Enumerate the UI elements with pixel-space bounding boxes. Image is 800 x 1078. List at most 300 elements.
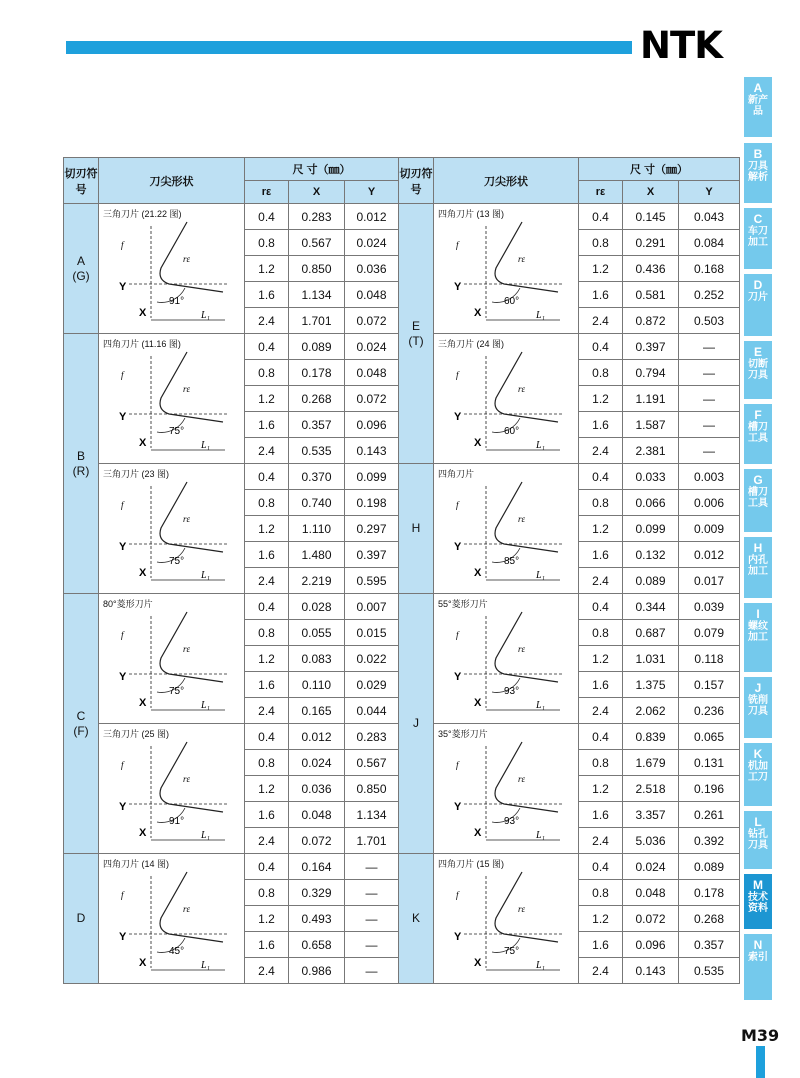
insert-edge [160,742,223,812]
radius-label: rε [518,514,526,524]
dim-x: 0.535 [289,438,345,464]
dim-rc: 0.8 [245,360,289,386]
table-row [64,594,740,620]
dim-y: — [679,360,740,386]
y-label: Y [119,671,127,683]
y-label: Y [119,931,127,943]
tip-shape-figure [99,464,245,594]
tab-letter: I [756,607,760,621]
dim-x: 0.072 [289,828,345,854]
header-shape: 刀尖形状 [434,158,579,204]
dim-y: 0.535 [679,958,740,984]
dim-y: 0.198 [345,490,399,516]
dim-x: 0.036 [289,776,345,802]
insert-edge [160,872,223,942]
dim-y: 0.024 [345,334,399,360]
insert-edge [495,352,558,422]
dim-x: 0.658 [289,932,345,958]
dim-rc: 0.4 [245,204,289,230]
dim-rc: 0.4 [579,724,623,750]
dim-y: 0.357 [679,932,740,958]
dim-rc: 1.2 [579,776,623,802]
header-accent-bar [66,41,632,54]
x-label: X [474,567,482,579]
dim-x: 1.701 [289,308,345,334]
insert-edge [495,612,558,682]
x-label: X [474,307,482,319]
angle-label: 91° [169,296,185,307]
brand-logo: NTK [640,24,722,67]
dim-y: 0.022 [345,646,399,672]
l1-label: L₁ [536,830,546,841]
radius-label: rε [518,254,526,264]
x-label: X [474,437,482,449]
dim-rc: 2.4 [579,568,623,594]
dim-y: 0.089 [679,854,740,880]
l1-label: L₁ [201,440,211,451]
tab-text: 铣削刀具 [748,695,768,717]
dim-y: — [345,958,399,984]
dim-y: — [679,412,740,438]
y-label: Y [454,801,462,813]
sidebar-tab-d[interactable] [744,274,772,336]
dim-x: 0.839 [623,724,679,750]
dim-x: 0.164 [289,854,345,880]
angle-label: 75° [169,426,185,437]
dim-y: 0.043 [679,204,740,230]
y-label: Y [454,281,462,293]
y-label: Y [119,281,127,293]
radius-label: rε [518,774,526,784]
dim-x: 0.145 [623,204,679,230]
table-row [64,204,740,230]
figure-label: 三角刀片 (25 图) [103,729,170,739]
dim-y: 0.157 [679,672,740,698]
dim-x: 0.283 [289,204,345,230]
f-label: f [121,760,124,770]
cutting-edge-code [399,594,434,854]
dim-y: — [345,906,399,932]
tab-text: 索引 [748,952,768,963]
dim-x: 0.986 [289,958,345,984]
dim-x: 0.110 [289,672,345,698]
dim-rc: 1.6 [245,282,289,308]
x-label: X [474,957,482,969]
figure-label: 35°菱形刀片 [438,729,488,739]
dim-x: 0.872 [623,308,679,334]
dim-rc: 1.6 [245,542,289,568]
figure-label: 四角刀片 (13 图) [438,209,505,219]
cutting-edge-code [399,204,434,464]
tab-text: 钻孔刀具 [748,829,768,851]
tab-text: 新产品 [748,95,768,117]
sidebar-tab-b[interactable] [744,143,772,203]
insert-diagram [434,868,574,978]
insert-diagram [99,218,239,328]
tip-shape-figure [434,334,579,464]
dim-rc: 0.8 [579,880,623,906]
code-letter: J [413,716,419,730]
f-label: f [121,630,124,640]
dim-x: 0.165 [289,698,345,724]
insert-diagram [434,738,574,848]
x-label: X [139,437,147,449]
dim-x: 1.587 [623,412,679,438]
sidebar-tab-k[interactable] [744,743,772,806]
l1-label: L₁ [536,570,546,581]
l1-label: L₁ [201,310,211,321]
figure-label: 四角刀片 [438,469,475,479]
tab-letter: C [753,212,763,226]
header-x: X [623,181,679,204]
cutting-edge-code [399,854,434,984]
tab-letter: K [753,747,763,761]
dim-y: 0.015 [345,620,399,646]
dim-y: 0.012 [345,204,399,230]
tab-text: 螺纹加工 [748,621,768,643]
figure-label: 四角刀片 (11.16 图) [103,339,181,349]
tab-letter: G [753,473,763,487]
dim-x: 0.083 [289,646,345,672]
tab-letter: J [754,681,762,695]
code-sub: (F) [73,723,89,738]
dim-rc: 0.4 [245,464,289,490]
insert-edge [495,222,558,292]
dim-x: 2.062 [623,698,679,724]
code-letter: E [411,318,420,333]
sidebar-tab-g[interactable] [744,469,772,532]
f-label: f [456,890,459,900]
page-accent-bar [756,1046,765,1078]
tab-text: 槽刀工具 [748,422,768,444]
dim-rc: 2.4 [245,958,289,984]
f-label: f [456,760,459,770]
dim-rc: 1.2 [245,386,289,412]
dim-rc: 1.6 [579,932,623,958]
dim-rc: 0.8 [245,750,289,776]
radius-label: rε [518,904,526,914]
dim-x: 0.344 [623,594,679,620]
tip-shape-figure [99,854,245,984]
cutting-edge-code [64,594,99,854]
f-label: f [121,500,124,510]
header-code: 切刃符号 [399,158,434,204]
x-label: X [139,567,147,579]
tab-text: 切断刀具 [748,359,768,381]
figure-label: 四角刀片 (14 图) [103,859,170,869]
dim-x: 0.024 [289,750,345,776]
tab-text: 刀具解析 [748,161,768,183]
dim-rc: 1.2 [245,516,289,542]
x-label: X [474,697,482,709]
dim-x: 0.370 [289,464,345,490]
dim-y: 0.168 [679,256,740,282]
dim-x: 0.028 [289,594,345,620]
dim-rc: 0.4 [579,854,623,880]
l1-label: L₁ [201,700,211,711]
dim-x: 1.480 [289,542,345,568]
dim-rc: 2.4 [579,958,623,984]
tip-shape-figure [434,724,579,854]
tab-text: 刀片 [748,292,768,303]
dim-y: 0.567 [345,750,399,776]
dim-rc: 2.4 [579,308,623,334]
table-row [64,854,740,880]
dim-x: 0.581 [623,282,679,308]
figure-label: 55°菱形刀片 [438,599,488,609]
dim-x: 0.329 [289,880,345,906]
y-label: Y [119,541,127,553]
header-rc: rε [579,181,623,204]
dim-rc: 2.4 [245,698,289,724]
dim-x: 0.143 [623,958,679,984]
tip-shape-figure [434,854,579,984]
dim-x: 1.679 [623,750,679,776]
tab-text: 内孔加工 [748,555,768,577]
dim-y: 0.236 [679,698,740,724]
dim-rc: 1.2 [579,386,623,412]
insert-edge [495,872,558,942]
dim-x: 0.072 [623,906,679,932]
dim-y: 0.503 [679,308,740,334]
radius-label: rε [183,774,191,784]
f-label: f [456,240,459,250]
tab-letter: H [753,541,763,555]
tab-letter: E [753,345,762,359]
dim-x: 2.518 [623,776,679,802]
cutting-edge-code [399,464,434,594]
dim-x: 0.268 [289,386,345,412]
dim-rc: 1.2 [579,646,623,672]
dim-y: 0.007 [345,594,399,620]
header-code: 切刃符号 [64,158,99,204]
tab-letter: F [754,408,762,422]
angle-label: 75° [169,686,185,697]
tip-shape-figure [99,724,245,854]
l1-label: L₁ [536,310,546,321]
dim-rc: 1.6 [579,802,623,828]
insert-edge [160,612,223,682]
code-sub: (G) [72,268,90,283]
dim-x: 1.110 [289,516,345,542]
x-label: X [474,827,482,839]
dim-y: 0.072 [345,308,399,334]
tip-shape-figure [99,334,245,464]
dim-rc: 0.8 [579,360,623,386]
dim-rc: 0.4 [579,334,623,360]
dim-rc: 0.8 [579,620,623,646]
dim-rc: 1.2 [579,516,623,542]
tab-letter: M [753,878,763,892]
dim-y: 0.017 [679,568,740,594]
dim-rc: 0.4 [579,594,623,620]
dim-x: 0.132 [623,542,679,568]
angle-label: 93° [504,686,520,697]
angle-label: 60° [504,426,520,437]
insert-diagram [99,608,239,718]
dim-x: 0.099 [623,516,679,542]
tip-shape-figure [434,594,579,724]
tip-shape-figure [434,204,579,334]
insert-edge [160,482,223,552]
dim-y: 0.850 [345,776,399,802]
sidebar-tab-a[interactable] [744,77,772,137]
figure-label: 三角刀片 (23 图) [103,469,170,479]
dim-rc: 1.6 [245,672,289,698]
dim-rc: 1.2 [245,646,289,672]
dim-y: 0.261 [679,802,740,828]
table-row [64,464,740,490]
dim-rc: 1.2 [245,256,289,282]
insert-diagram [434,608,574,718]
angle-label: 75° [504,946,520,957]
f-label: f [456,630,459,640]
x-label: X [139,957,147,969]
dim-x: 0.089 [623,568,679,594]
dim-x: 0.357 [289,412,345,438]
dim-rc: 2.4 [245,828,289,854]
dim-x: 0.493 [289,906,345,932]
l1-label: L₁ [536,700,546,711]
code-letter: C [76,708,86,723]
dim-rc: 0.8 [245,620,289,646]
angle-label: 75° [169,556,185,567]
l1-label: L₁ [201,960,211,971]
dim-y: 0.036 [345,256,399,282]
angle-label: 93° [504,816,520,827]
tab-text: 机加工刀 [748,761,768,783]
header-dims: 尺 寸（㎜） [245,158,399,181]
dim-y: 0.096 [345,412,399,438]
dim-y: 0.143 [345,438,399,464]
dim-rc: 1.6 [245,932,289,958]
dim-rc: 2.4 [579,438,623,464]
dim-y: — [679,386,740,412]
dim-rc: 1.2 [245,906,289,932]
dim-x: 5.036 [623,828,679,854]
dim-y: 0.039 [679,594,740,620]
dim-y: — [345,880,399,906]
radius-label: rε [518,384,526,394]
dim-y: 0.084 [679,230,740,256]
dim-y: — [345,932,399,958]
sidebar-tab-f[interactable] [744,404,772,464]
f-label: f [121,370,124,380]
insert-diagram [434,478,574,588]
insert-edge [160,222,223,292]
dim-x: 2.219 [289,568,345,594]
dim-x: 0.567 [289,230,345,256]
dim-rc: 1.2 [579,906,623,932]
dim-rc: 2.4 [245,438,289,464]
angle-label: 85° [504,556,520,567]
dim-y: 0.178 [679,880,740,906]
header-y: Y [679,181,740,204]
dim-rc: 1.2 [245,776,289,802]
dim-x: 0.024 [623,854,679,880]
code-sub: (R) [72,463,90,478]
dim-x: 0.033 [623,464,679,490]
header-shape: 刀尖形状 [99,158,245,204]
dim-x: 0.048 [289,802,345,828]
dim-y: 0.079 [679,620,740,646]
sidebar-tab-c[interactable] [744,208,772,269]
dim-y: 0.196 [679,776,740,802]
dim-rc: 2.4 [245,568,289,594]
dim-rc: 1.2 [579,256,623,282]
tip-shape-figure [434,464,579,594]
x-label: X [139,827,147,839]
dim-x: 0.178 [289,360,345,386]
insert-edge [495,742,558,812]
insert-diagram [99,348,239,458]
sidebar-tab-i[interactable] [744,603,772,672]
radius-label: rε [183,384,191,394]
dim-y: 0.065 [679,724,740,750]
x-label: X [139,307,147,319]
header-dims: 尺 寸（㎜） [579,158,740,181]
f-label: f [121,890,124,900]
dim-y: 1.701 [345,828,399,854]
tab-letter: D [753,278,763,292]
code-letter: B [76,448,85,463]
dim-rc: 0.8 [579,490,623,516]
dim-x: 1.031 [623,646,679,672]
dim-y: 0.268 [679,906,740,932]
dim-x: 0.089 [289,334,345,360]
figure-label: 三角刀片 (21.22 图) [103,209,182,219]
sidebar-tab-l[interactable] [744,811,772,869]
dim-x: 1.375 [623,672,679,698]
radius-label: rε [518,644,526,654]
tab-text: 技术资料 [748,892,768,914]
sidebar-tab-n[interactable] [744,934,772,1000]
dim-rc: 2.4 [579,698,623,724]
code-letter: H [411,521,421,535]
dim-x: 1.134 [289,282,345,308]
dim-rc: 0.4 [245,854,289,880]
dim-x: 0.066 [623,490,679,516]
dim-rc: 1.6 [579,412,623,438]
dim-rc: 1.6 [579,282,623,308]
sidebar-tab-e[interactable] [744,341,772,399]
dim-y: 0.397 [345,542,399,568]
insert-diagram [99,478,239,588]
dim-x: 0.794 [623,360,679,386]
dim-rc: 0.8 [579,750,623,776]
dim-x: 0.291 [623,230,679,256]
dim-y: 0.297 [345,516,399,542]
y-label: Y [454,931,462,943]
dim-rc: 1.6 [245,802,289,828]
dim-x: 0.436 [623,256,679,282]
dim-rc: 0.8 [245,490,289,516]
dim-x: 0.850 [289,256,345,282]
dim-y: 0.029 [345,672,399,698]
sidebar-tab-h[interactable] [744,537,772,598]
l1-label: L₁ [536,440,546,451]
dim-y: — [679,334,740,360]
code-letter: K [411,911,420,925]
dim-y: 0.048 [345,360,399,386]
dim-rc: 2.4 [579,828,623,854]
dim-y: — [345,854,399,880]
sidebar-tab-j[interactable] [744,677,772,738]
sidebar-tab-m[interactable] [744,874,772,929]
radius-label: rε [183,254,191,264]
radius-label: rε [183,904,191,914]
dim-rc: 1.6 [579,672,623,698]
